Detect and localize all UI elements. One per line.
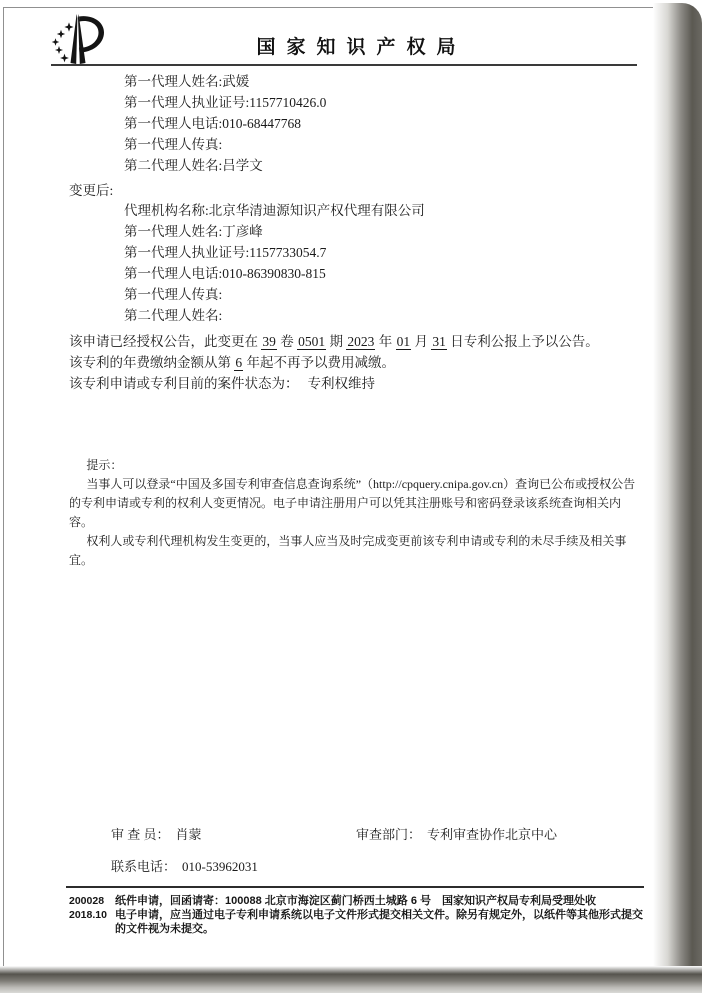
tips-paragraph-query: 当事人可以登录“中国及多国专利审查信息查询系统”（http://cpquery.cnipa.gov.cn）查询已公布或授权公告的专利申请或专利的权利人变更情况。电子申请注册用户可以凭其注册账号和密码登录该系统查询相关内容。 <box>69 477 636 529</box>
agency-title: 国家知识产权局 <box>256 37 467 58</box>
gazette-text-4: 年 <box>375 334 396 349</box>
agent-before-block <box>124 71 326 176</box>
gazette-year: 2023 <box>347 334 375 349</box>
agent-after-second: 第二代理人姓名: <box>124 308 223 323</box>
gazette-volume: 39 <box>262 334 276 349</box>
examiner-row <box>111 824 202 843</box>
gazette-text-3: 期 <box>326 334 347 349</box>
case-status-line <box>69 373 647 394</box>
gazette-month: 01 <box>396 334 411 349</box>
after-change-label: 变更后: <box>69 183 114 198</box>
footer-form-code: 200028 <box>69 895 105 907</box>
agent-before-name: 第一代理人姓名:武媛 <box>124 74 250 89</box>
gazette-text-5: 月 <box>411 334 432 349</box>
gazette-text-2: 卷 <box>276 334 298 349</box>
gazette-announcement-line <box>69 331 647 352</box>
gazette-day: 31 <box>432 334 446 349</box>
document-page <box>3 7 663 970</box>
department-row <box>356 824 557 843</box>
page-shadow-right <box>653 3 702 981</box>
footer-block <box>69 894 647 936</box>
case-status-value: 专利权维持 <box>307 376 375 391</box>
agent-after-block <box>124 200 425 326</box>
footer-e-filing-note: 电子申请，应当通过电子专利申请系统以电子文件形式提交相关文件。除另有规定外，以纸件等其他形式提交的文件视为未提交。 <box>115 909 643 935</box>
tips-block <box>69 456 643 570</box>
agent-before-fax: 第一代理人传真: <box>124 137 223 152</box>
agent-after-fax: 第一代理人传真: <box>124 287 223 302</box>
footer-paper-filing-note: 纸件申请，回函请寄：100088 北京市海淀区蓟门桥西土城路 6 号 国家知识产权局专利局受理处收 <box>115 895 596 907</box>
gazette-block <box>69 331 647 394</box>
agent-after-agency: 代理机构名称:北京华清迪源知识产权代理有限公司 <box>124 203 425 218</box>
footer-rule <box>66 886 644 888</box>
fee-text-1: 该专利的年费缴纳金额从第 <box>69 355 235 370</box>
examiner-name: 肖蒙 <box>175 827 202 842</box>
tips-heading: 提示： <box>86 458 123 472</box>
agent-after-name: 第一代理人姓名:丁彦峰 <box>124 224 263 239</box>
tips-paragraph-obligation: 权利人或专利代理机构发生变更的，当事人应当及时完成变更前该专利申请或专利的未尽手续及相关事宜。 <box>69 534 627 567</box>
agent-after-license: 第一代理人执业证号:1157733054.7 <box>124 245 327 260</box>
department-label: 审查部门： <box>356 827 422 842</box>
annual-fee-line <box>69 352 647 373</box>
agent-before-license: 第一代理人执业证号:1157710426.0 <box>124 95 327 110</box>
agent-before-second: 第二代理人姓名:吕学文 <box>124 158 263 173</box>
contact-phone-label: 联系电话： <box>111 859 177 874</box>
header-rule <box>51 64 637 66</box>
case-status-label: 该专利申请或专利目前的案件状态为： <box>69 376 299 391</box>
contact-phone-number: 010-53962031 <box>182 859 258 874</box>
footer-form-codes <box>69 894 115 936</box>
gazette-issue: 0501 <box>298 334 326 349</box>
fee-text-2: 年起不再予以费用减缴。 <box>243 355 395 370</box>
agent-before-phone: 第一代理人电话:010-68447768 <box>124 116 301 131</box>
contact-phone-row <box>111 856 258 875</box>
department-name: 专利审查协作北京中心 <box>427 827 558 842</box>
footer-form-date: 2018.10 <box>69 909 107 921</box>
gazette-text-6: 日专利公报上予以公告。 <box>446 334 599 349</box>
fee-year-number: 6 <box>235 355 243 370</box>
page-shadow-bottom <box>0 966 702 993</box>
footer-notes <box>115 894 647 936</box>
agent-after-phone: 第一代理人电话:010-86390830-815 <box>124 266 326 281</box>
examiner-label: 审 查 员： <box>111 827 170 842</box>
gazette-text-1: 该申请已经授权公告，此变更在 <box>69 334 262 349</box>
